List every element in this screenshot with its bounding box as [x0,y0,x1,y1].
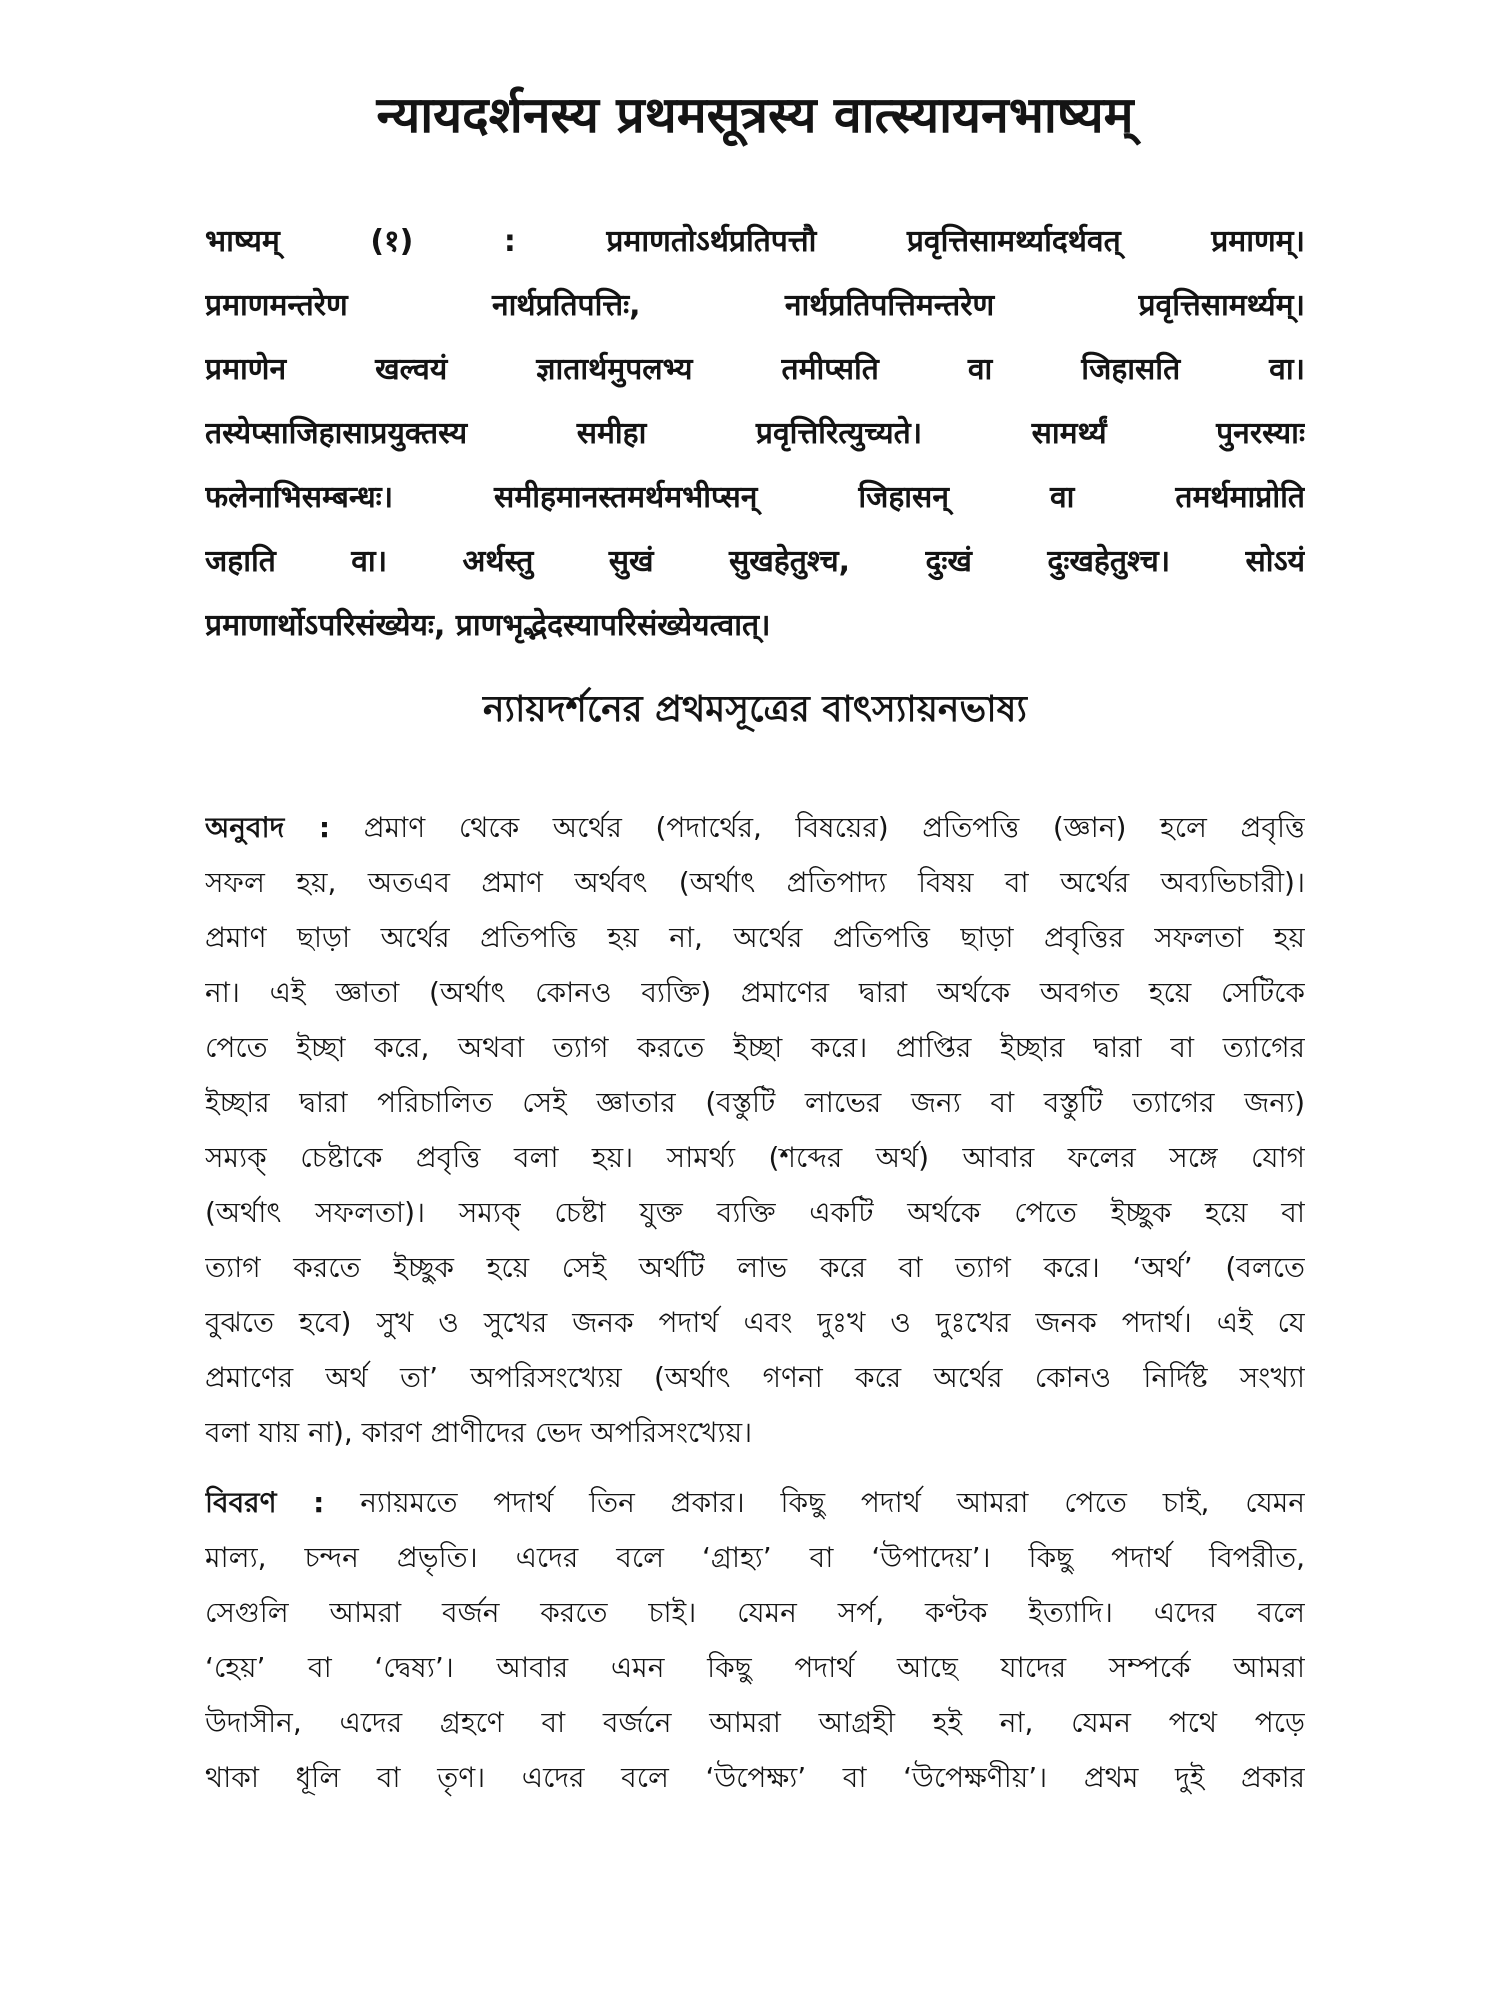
paragraph-line: ইচ্ছার দ্বারা পরিচালিত সেই জ্ঞাতার (বস্তুটি লাভের জন্য বা বস্তুটি ত্যাগের জন্য) [205,1086,1305,1119]
paragraph-line: প্রমাণের অর্থ তা’ অপরিসংখ্যেয় (অর্থাৎ গণনা করে অর্থের কোনও নির্দিষ্ট সংখ্যা [205,1361,1305,1394]
sanskrit-line: तस्येप्साजिहासाप्रयुक्तस्य समीहा प्रवृत्तिरित्युच्यते। सामर्थ्यं पुनरस्याः [205,416,1305,451]
paragraph-line: (অর্থাৎ সফলতা)। সম্যক্ চেষ্টা যুক্ত ব্যক্তি একটি অর্থকে পেতে ইচ্ছুক হয়ে বা [205,1196,1305,1229]
paragraph-line: ত্যাগ করতে ইচ্ছুক হয়ে সেই অর্থটি লাভ করে বা ত্যাগ করে। ‘অর্থ’ (বলতে [205,1251,1305,1284]
bengali-title: ন্যায়দর্শনের প্রথমসূত্রের বাৎস্যায়নভাষ্য [483,689,1027,730]
sanskrit-line: भाष्यम् (१) : प्रमाणतोऽर्थप्रतिपत्तौ प्रवृत्तिसामर्थ्यादर्थवत् प्रमाणम्। [205,224,1305,259]
anubad-paragraph [205,800,1305,1460]
bibaran-label: বিবরণ : [205,1486,325,1519]
paragraph-line: উদাসীন, এদের গ্রহণে বা বর্জনে আমরা আগ্রহী হই না, যেমন পথে পড়ে [205,1706,1305,1739]
sanskrit-bhashya-text [205,210,1305,658]
paragraph-line: থাকা ধূলি বা তৃণ। এদের বলে ‘উপেক্ষ্য’ বা ‘উপেক্ষণীয়’। প্রথম দুই প্রকার [205,1761,1305,1794]
sanskrit-line: प्रमाणमन्तरेण नार्थप्रतिपत्तिः, नार्थप्रतिपत्तिमन्तरेण प्रवृत्तिसामर्थ्यम्। [205,288,1305,323]
paragraph-line [205,800,1305,855]
paragraph-line: না। এই জ্ঞাতা (অর্থাৎ কোনও ব্যক্তি) প্রমাণের দ্বারা অর্থকে অবগত হয়ে সেটিকে [205,976,1305,1009]
paragraph-line: পেতে ইচ্ছা করে, অথবা ত্যাগ করতে ইচ্ছা করে। প্রাপ্তির ইচ্ছার দ্বারা বা ত্যাগের [205,1031,1305,1064]
paragraph-line: সম্যক্ চেষ্টাকে প্রবৃত্তি বলা হয়। সামর্থ্য (শব্দের অর্থ) আবার ফলের সঙ্গে যোগ [205,1141,1305,1174]
paragraph-line: সেগুলি আমরা বর্জন করতে চাই। যেমন সর্প, কণ্টক ইত্যাদি। এদের বলে [205,1596,1305,1629]
sanskrit-title: न्यायदर्शनस्य प्रथमसूत्रस्य वात्स्यायनभाष्यम् [376,86,1134,144]
paragraph-line [205,1475,1305,1530]
sanskrit-line: जहाति वा। अर्थस्तु सुखं सुखहेतुश्च, दुःखं दुःखहेतुश्च। सोऽयं [205,544,1305,579]
sanskrit-line: प्रमाणार्थोऽपरिसंख्येयः, प्राणभृद्भेदस्यापरिसंख्येयत्वात्। [205,608,771,643]
book-page [205,80,1305,1940]
line-text: ন্যায়মতে পদার্থ তিন প্রকার। কিছু পদার্থ আমরা পেতে চাই, যেমন [360,1486,1305,1519]
bibaran-paragraph [205,1475,1305,1805]
sanskrit-line: फलेनाभिसम्बन्धः। समीहमानस्तमर्थमभीप्सन् जिहासन् वा तमर्थमाप्नोति [205,480,1305,515]
paragraph-line: বলা যায় না), কারণ প্রাণীদের ভেদ অপরিসংখ্যেয়। [205,1416,753,1449]
anubad-label: অনুবাদ : [205,811,331,844]
paragraph-line: ‘হেয়’ বা ‘দ্বেষ্য’। আবার এমন কিছু পদার্থ আছে যাদের সম্পর্কে আমরা [205,1651,1305,1684]
sanskrit-line: प्रमाणेन खल्वयं ज्ञातार्थमुपलभ्य तमीप्सति वा जिहासति वा। [205,352,1305,387]
paragraph-line: সফল হয়, অতএব প্রমাণ অর্থবৎ (অর্থাৎ প্রতিপাদ্য বিষয় বা অর্থের অব্যভিচারী)। [205,866,1305,899]
paragraph-line: প্রমাণ ছাড়া অর্থের প্রতিপত্তি হয় না, অর্থের প্রতিপত্তি ছাড়া প্রবৃত্তির সফলতা হয় [205,921,1305,954]
line-text: প্রমাণ থেকে অর্থের (পদার্থের, বিষয়ের) প্রতিপত্তি (জ্ঞান) হলে প্রবৃত্তি [363,811,1305,844]
paragraph-line: বুঝতে হবে) সুখ ও সুখের জনক পদার্থ এবং দুঃখ ও দুঃখের জনক পদার্থ। এই যে [205,1306,1305,1339]
paragraph-line: মাল্য, চন্দন প্রভৃতি। এদের বলে ‘গ্রাহ্য’ বা ‘উপাদেয়’। কিছু পদার্থ বিপরীত, [205,1541,1305,1574]
